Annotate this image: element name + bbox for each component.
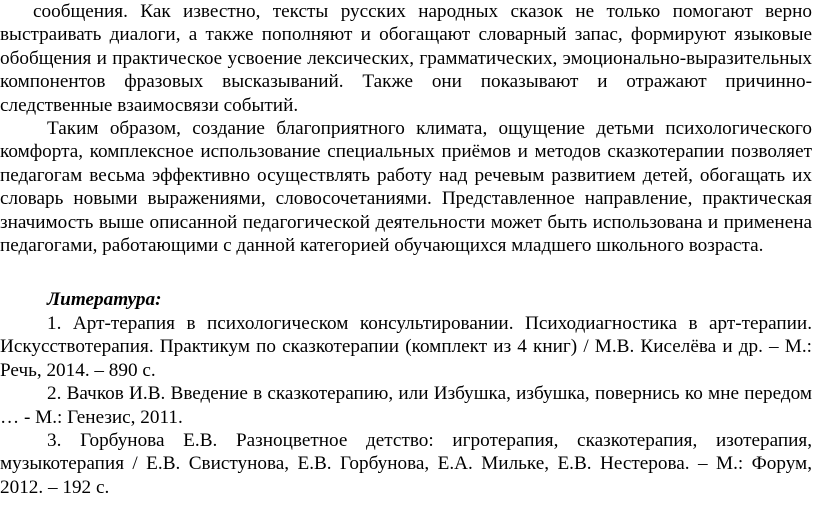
reference-item: 1. Арт-терапия в психологическом консультировании. Психодиагностика в арт-терапии. Искусствотерапия. Практикум по сказкотерапии (комплект из 4 книг) / М.В. Киселёва и др. – М.: Речь, 2014. – 890 с.	[0, 312, 812, 381]
paragraph-continuation: сообщения. Как известно, тексты русских народных сказок не только помогают верно выстраивать диалоги, а также пополняют и обогащают словарный запас, формируют языковые обобщения и практическое усвоение лексических, грамматических, эмоционально-выразительных компонентов фразовых высказываний. Также они показывают и отражают причинно-следственные взаимосвязи событий.	[0, 1, 812, 116]
paragraph-conclusion: Таким образом, создание благоприятного климата, ощущение детьми психологического комфорта, комплексное использование специальных приёмов и методов сказкотерапии позволяет педагогам весьма эффективно осуществлять работу над речевым развитием детей, обогащать их словарь новыми выражениями, словосочетаниями. Представленное направление, практическая значимость выше описанной педагогической деятельности может быть использована и применена педагогами, работающими с данной категорией обучающихся младшего школьного возраста.	[0, 118, 812, 257]
reference-item: 3. Горбунова Е.В. Разноцветное детство: игротерапия, сказкотерапия, изотерапия, музыкотерапия / Е.В. Свистунова, Е.В. Горбунова, Е.А. Мильке, Е.В. Нестерова. – М.: Форум, 2012. – 192 с.	[0, 429, 812, 498]
literature-heading: Литература:	[47, 289, 162, 311]
reference-item: 2. Вачков И.В. Введение в сказкотерапию, или Избушка, избушка, повернись ко мне передом … - М.: Генезис, 2011.	[0, 383, 812, 428]
spacer	[0, 257, 816, 288]
